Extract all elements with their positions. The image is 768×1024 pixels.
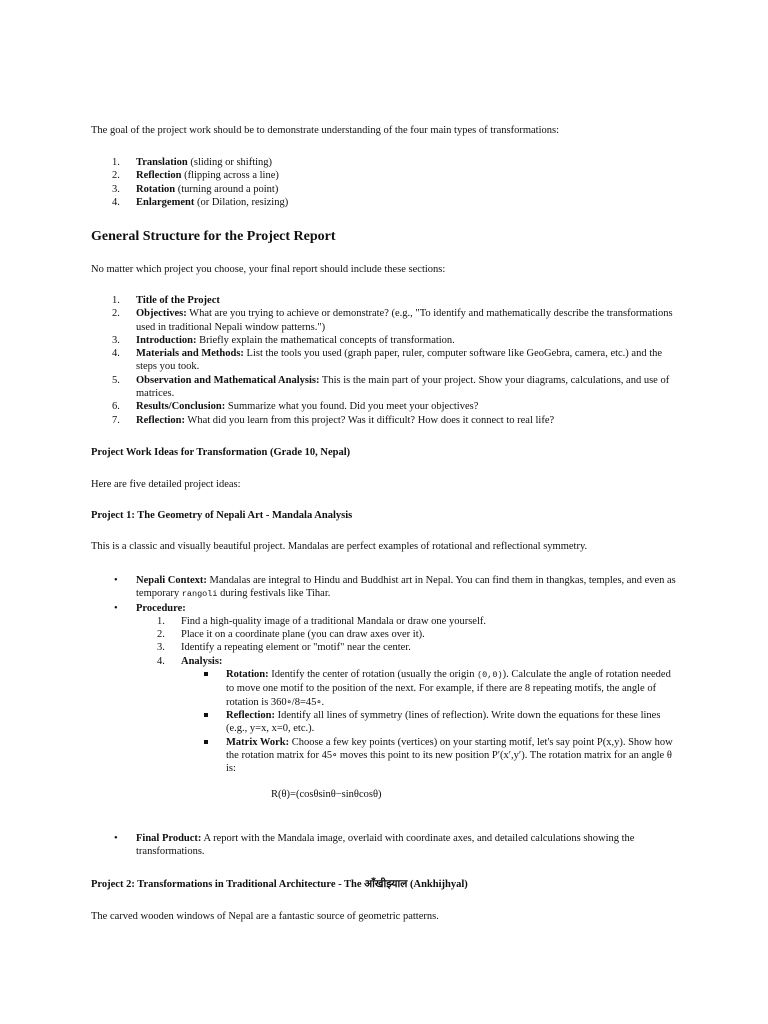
intro-paragraph: The goal of the project work should be to demonstrate understanding of the four main types of transformations: — [91, 125, 560, 136]
list-item: 3. Rotation (turning around a point) — [112, 183, 279, 195]
list-item-final-product: • Final Product: A report with the Mandala image, overlaid with coordinate axes, and detailed calculations showing the transformations. — [114, 833, 635, 858]
list-item: 3. Introduction: Briefly explain the mathematical concepts of transformation. — [112, 334, 455, 346]
list-item: Reflection: Identify all lines of symmetry (lines of reflection). Write down the equations for these lines (e.g., y=x, x=0, etc.). — [181, 709, 681, 736]
bullet-icon: • — [114, 833, 118, 844]
square-bullet-icon — [204, 713, 208, 717]
list-item: Matrix Work: Choose a few key points (vertices) on your starting motif, let's say point P(x,y). Show how the rotation matrix for 45∘ moves this point to its new position P′(x′,y′). The rotation matrix for an angle θ is: R(θ)=(cosθsinθ−sinθcosθ) — [181, 736, 681, 802]
list-item: 2. Reflection (flipping across a line) — [112, 170, 279, 182]
project1-heading: Project 1: The Geometry of Nepali Art - Mandala Analysis — [91, 510, 353, 521]
list-item: 1. Title of the Project — [112, 295, 220, 306]
list-item: 4. Enlargement (or Dilation, resizing) — [112, 196, 289, 208]
structure-list — [91, 294, 681, 427]
list-item-procedure: • Procedure: 1. Find a high-quality image of a traditional Mandala or draw one yourself. 2. Place it on a coordinate plane (you can draw axes over it). 3. Identify a repeating element or "motif" near the center. 4. Analysis: Rotation: Identify the center of rotation (usually the origin (0,0)). Calculate the angle of rotation needed to move one motif to the position of the next. For example, if there are 8 repeating motifs, the angle of rotation is 360∘/8=45∘. Reflection: Identify all lines of symmetry (lines of reflection). Write down the equations for these lines (e.g., y=x, x=0, etc.). Matrix Work: Choose a few key points (vertices) on your starting motif, let's say point P(x,y). Show how the rotation matrix for 45∘ moves this point to its new position P′(x′,y′). The rotation matrix for an angle θ is: R(θ)=(cosθsinθ−sinθcosθ) — [91, 602, 681, 802]
list-item: 2. Place it on a coordinate plane (you can draw axes over it). — [157, 629, 425, 641]
list-item: 5. Observation and Mathematical Analysis: This is the main part of your project. Show your diagrams, calculations, and use of matrices. — [112, 374, 670, 400]
section-heading-ideas: Project Work Ideas for Transformation (Grade 10, Nepal) — [91, 447, 351, 458]
list-item: 4. Materials and Methods: List the tools you used (graph paper, ruler, computer software like GeoGebra, camera, etc.) and the steps you took. — [112, 348, 663, 373]
project1-intro: This is a classic and visually beautiful project. Mandalas are perfect examples of rotational and reflectional symmetry. — [91, 541, 588, 552]
square-bullet-icon — [204, 740, 208, 744]
project2-intro: The carved wooden windows of Nepal are a fantastic source of geometric patterns. — [91, 911, 439, 922]
procedure-steps — [136, 615, 681, 802]
list-item-nepali-context: • Nepali Context: Mandalas are integral to Hindu and Buddhist art in Nepal. You can find them in thangkas, temples, and even as temporary rangoli during festivals like Tihar. — [114, 575, 676, 600]
list-item: 2. Objectives: What are you trying to achieve or demonstrate? (e.g., "To identify and mathematically describe the transformations used in traditional Nepali window patterns.") — [112, 308, 673, 333]
rotation-matrix-formula: R(θ)=(cosθsinθ−sinθcosθ) — [271, 789, 382, 801]
section-heading-structure: General Structure for the Project Report — [91, 229, 336, 244]
square-bullet-icon — [204, 672, 208, 676]
project2-heading: Project 2: Transformations in Traditional Architecture - The आँखीझ्याल (Ankhijhyal) — [91, 879, 468, 890]
list-item: 3. Identify a repeating element or "motif" near the center. — [157, 642, 411, 654]
bullet-icon: • — [114, 575, 118, 586]
list-item: 7. Reflection: What did you learn from this project? Was it difficult? How does it connect to real life? — [112, 414, 555, 426]
list-item: Rotation: Identify the center of rotation (usually the origin (0,0)). Calculate the angle of rotation needed to move one motif to the position of the next. For example, if there are 8 repeating motifs, the angle of rotation is 360∘/8=45∘. — [181, 668, 681, 709]
project1-final-list — [91, 832, 681, 859]
project1-details-list — [91, 574, 681, 815]
list-item-analysis: 4. Analysis: Rotation: Identify the center of rotation (usually the origin (0,0)). Calculate the angle of rotation needed to move one motif to the position of the next. For example, if there are 8 repeating motifs, the angle of rotation is 360∘/8=45∘. Reflection: Identify all lines of symmetry (lines of reflection). Write down the equations for these lines (e.g., y=x, x=0, etc.). Matrix Work: Choose a few key points (vertices) on your starting motif, let's say point P(x,y). Show how the rotation matrix for 45∘ moves this point to its new position P′(x′,y′). The rotation matrix for an angle θ is: R(θ)=(cosθsinθ−sinθcosθ) — [136, 655, 681, 802]
bullet-icon: • — [114, 602, 118, 614]
list-item: 1. Translation (sliding or shifting) — [112, 157, 273, 168]
transformation-types-list — [91, 156, 681, 209]
analysis-list — [181, 668, 681, 802]
ideas-intro: Here are five detailed project ideas: — [91, 479, 241, 490]
list-item: 1. Find a high-quality image of a traditional Mandala or draw one yourself. — [157, 615, 486, 627]
structure-intro: No matter which project you choose, your final report should include these sections: — [91, 264, 446, 275]
list-item: 6. Results/Conclusion: Summarize what you found. Did you meet your objectives? — [112, 401, 479, 413]
